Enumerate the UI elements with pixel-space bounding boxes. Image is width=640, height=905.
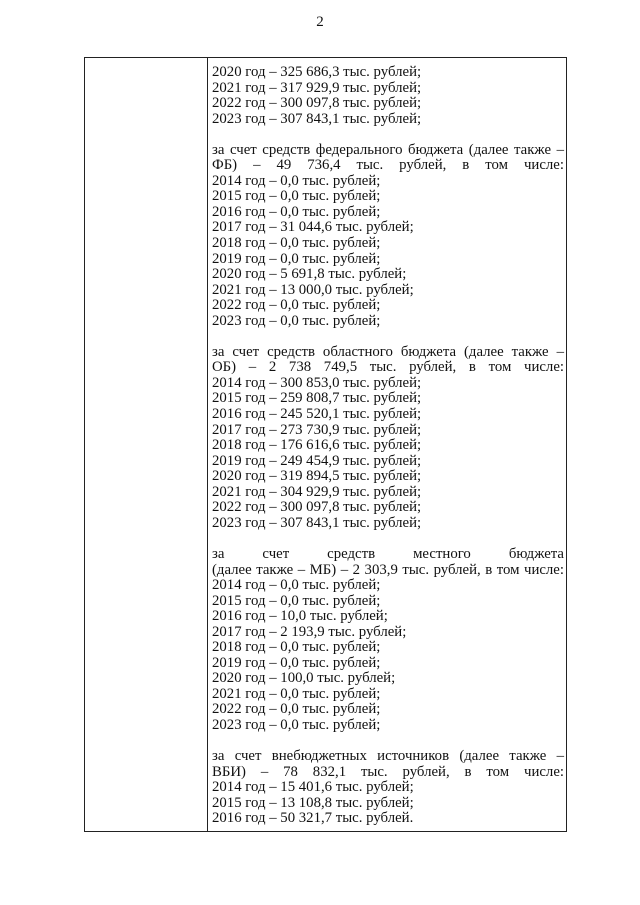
year-line: 2016 год – 245 520,1 тыс. рублей; — [212, 406, 422, 423]
federal-budget-block — [212, 143, 564, 330]
year-line: 2016 год – 50 321,7 тыс. рублей. — [212, 810, 414, 827]
block-heading-line: за счет внебюджетных источников (далее также – — [212, 748, 564, 765]
label-cell — [85, 58, 208, 831]
regional-budget-block — [212, 345, 564, 532]
year-line: 2015 год – 259 808,7 тыс. рублей; — [212, 390, 422, 407]
block-heading-line: (далее также – МБ) – 2 303,9 тыс. рублей, в том числе: — [212, 561, 564, 578]
year-line: 2019 год – 249 454,9 тыс. рублей; — [212, 452, 422, 469]
year-line: 2016 год – 10,0 тыс. рублей; — [212, 608, 388, 625]
year-line: 2015 год – 0,0 тыс. рублей; — [212, 188, 381, 205]
block-heading-line: за счет средств местного бюджета — [212, 545, 564, 562]
year-line: 2019 год – 0,0 тыс. рублей; — [212, 654, 381, 671]
year-line: 2019 год – 0,0 тыс. рублей; — [212, 250, 381, 267]
year-line: 2021 год – 304 929,9 тыс. рублей; — [212, 483, 422, 500]
year-line: 2015 год – 13 108,8 тыс. рублей; — [212, 794, 414, 811]
year-line: 2017 год – 31 044,6 тыс. рублей; — [212, 219, 414, 236]
year-line: 2014 год – 0,0 тыс. рублей; — [212, 172, 381, 189]
year-line: 2021 год – 13 000,0 тыс. рублей; — [212, 281, 414, 298]
year-line: 2018 год – 176 616,6 тыс. рублей; — [212, 437, 422, 454]
year-line: 2022 год – 0,0 тыс. рублей; — [212, 701, 381, 718]
year-line: 2023 год – 307 843,1 тыс. рублей; — [212, 110, 422, 127]
year-line: 2022 год – 300 097,8 тыс. рублей; — [212, 499, 422, 516]
year-line: 2021 год – 0,0 тыс. рублей; — [212, 685, 381, 702]
year-line: 2020 год – 319 894,5 тыс. рублей; — [212, 468, 422, 485]
year-line: 2018 год – 0,0 тыс. рублей; — [212, 639, 381, 656]
extrabudgetary-block — [212, 749, 564, 827]
year-line: 2021 год – 317 929,9 тыс. рублей; — [212, 79, 422, 96]
year-line: 2014 год – 15 401,6 тыс. рублей; — [212, 779, 414, 796]
year-line: 2023 год – 0,0 тыс. рублей; — [212, 716, 381, 733]
page-number: 2 — [316, 14, 324, 30]
total-funding-block — [212, 65, 564, 127]
block-heading-line: за счет средств федерального бюджета (далее также – — [212, 141, 564, 158]
year-line: 2022 год – 300 097,8 тыс. рублей; — [212, 95, 422, 112]
block-heading-line: ФБ) – 49 736,4 тыс. рублей, в том числе: — [212, 157, 564, 174]
year-line: 2015 год – 0,0 тыс. рублей; — [212, 592, 381, 609]
year-line: 2017 год – 2 193,9 тыс. рублей; — [212, 623, 407, 640]
block-heading-line: за счет средств областного бюджета (далее также – — [212, 343, 564, 360]
year-line: 2022 год – 0,0 тыс. рублей; — [212, 297, 381, 314]
year-line: 2014 год – 0,0 тыс. рублей; — [212, 577, 381, 594]
year-line: 2014 год – 300 853,0 тыс. рублей; — [212, 374, 422, 391]
block-heading-line: ВБИ) – 78 832,1 тыс. рублей, в том числе: — [212, 763, 564, 780]
year-line: 2023 год – 0,0 тыс. рублей; — [212, 312, 381, 329]
local-budget-block — [212, 547, 564, 734]
year-line: 2020 год – 5 691,8 тыс. рублей; — [212, 266, 407, 283]
funding-cell — [208, 58, 566, 831]
year-line: 2016 год – 0,0 тыс. рублей; — [212, 203, 381, 220]
funding-table — [84, 57, 567, 832]
year-line: 2020 год – 100,0 тыс. рублей; — [212, 670, 396, 687]
year-line: 2020 год – 325 686,3 тыс. рублей; — [212, 64, 422, 80]
year-line: 2018 год – 0,0 тыс. рублей; — [212, 235, 381, 252]
block-heading-line: ОБ) – 2 738 749,5 тыс. рублей, в том числе: — [212, 359, 564, 376]
year-line: 2023 год – 307 843,1 тыс. рублей; — [212, 514, 422, 531]
year-line: 2017 год – 273 730,9 тыс. рублей; — [212, 421, 422, 438]
